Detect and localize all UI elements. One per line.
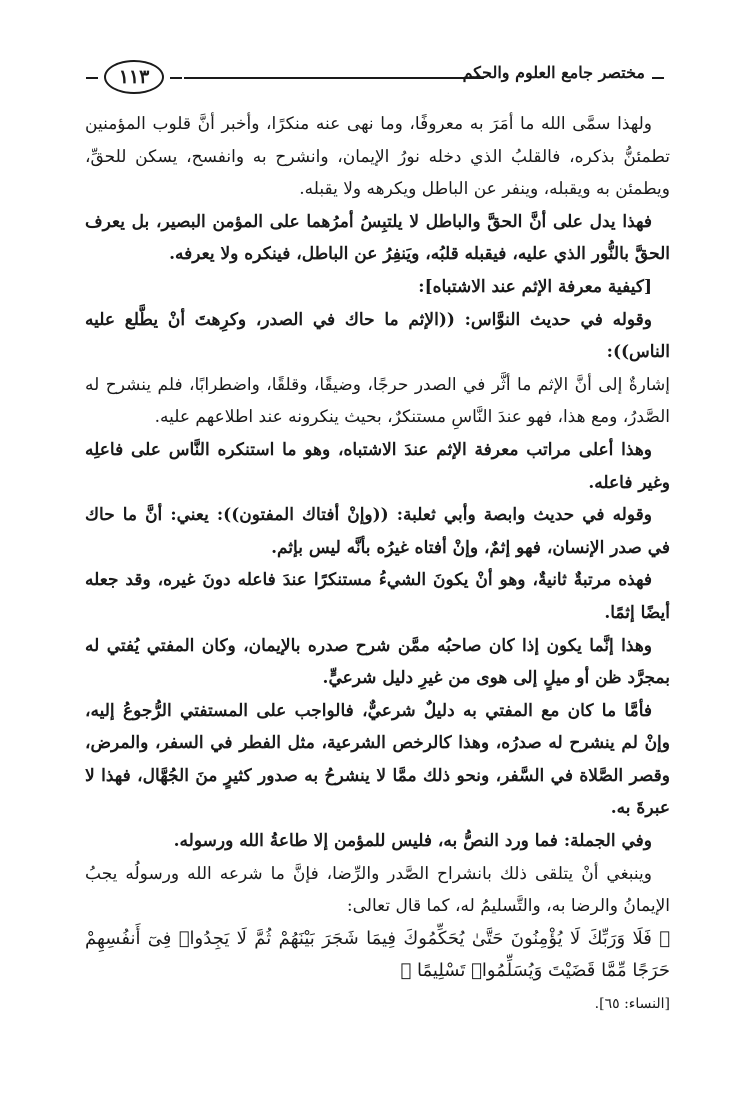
- section-heading: [كيفية معرفة الإثم عند الاشتباه]:: [418, 276, 652, 297]
- running-title: مختصر جامع العلوم والحكم: [462, 63, 645, 82]
- paragraph: وهذا إنَّما يكون إذا كان صاحبُه ممَّن شرح صدره بالإيمان، وكان المفتي يُفتي له بمجرَّد ظن أو ميلٍ إلى هوى من غيرِ دليل شرعيٍّ.: [85, 635, 670, 689]
- page-header: [0, 0, 738, 100]
- page-number-badge: [104, 60, 164, 94]
- page-body: [85, 108, 670, 1068]
- paragraph: فهذه مرتبةٌ ثانيةٌ، وهو أنْ يكونَ الشيءُ مستنكرًا عندَ فاعله دونَ غيره، وقد جعله أيضًا إثمًا.: [85, 570, 670, 623]
- header-dash: [86, 77, 98, 79]
- page-number: ١١٣: [118, 66, 150, 88]
- paragraph: فهذا يدل على أنَّ الحقَّ والباطل لا يلتبِسُ أمرُهما على المؤمن البصير، بل يعرف الحقَّ بالنُّور الذي عليه، فيقبله قلبُه، ويَنفِرُ عن الباطل، فينكره ولا يعرفه.: [85, 211, 670, 265]
- paragraph: فأمَّا ما كان مع المفتي به دليلٌ شرعيٌّ، فالواجب على المستفتي الرُّجوعُ إليه، وإنْ لم ينشرح له صدرُه، وهذا كالرخص الشرعية، مثل الفطر في السفر، والمرض، وقصر الصَّلاة في السَّفر، ونحو ذلك ممَّا لا ينشرحُ به صدور كثيرٍ منَ الجُهَّال، فهذا لا عبرةَ به.: [85, 700, 670, 819]
- header-dash: [652, 77, 664, 79]
- paragraph: وقوله في حديث النوَّاس: ((الإثم ما حاك في الصدر، وكرِهتَ أنْ يطَّلع عليه الناس)):: [85, 309, 670, 363]
- paragraph: وينبغي أنْ يتلقى ذلك بانشراح الصَّدر والرِّضا، فإنَّ ما شرعه الله ورسولُه يجبُ الإيمانُ والرضا به، والتَّسليمُ له، كما قال تعالى:: [85, 863, 670, 917]
- paragraph: وهذا أعلى مراتب معرفة الإثم عندَ الاشتباه، وهو ما استنكره النَّاس على فاعلِه وغير فاعله.: [85, 439, 670, 493]
- paragraph: وفي الجملة: فما ورد النصُّ به، فليس للمؤمن إلا طاعةُ الله ورسوله.: [173, 831, 652, 852]
- paragraph: ولهذا سمَّى الله ما أمَرَ به معروفًا، وما نهى عنه منكرًا، وأخبر أنَّ قلوب المؤمنين تطمئنُّ بذكره، فالقلبُ الذي دخله نورُ الإيمان، وانشرح به وانفسح، يسكن للحقِّ، ويطمئن به ويقبله، وينفر عن الباطل ويكرهه ولا يقبله.: [85, 114, 670, 200]
- paragraph: وقوله في حديث وابصة وأبي ثعلبة: ((وإنْ أفتاك المفتون)): يعني: أنَّ ما حاك في صدر الإنسان، فهو إثمٌ، وإنْ أفتاه غيرُه بأنَّه ليس بإثم.: [85, 505, 670, 558]
- paragraph: إشارةٌ إلى أنَّ الإثم ما أثَّر في الصدر حرجًا، وضيقًا، وقلقًا، واضطرابًا، فلم ينشرح له الصَّدرُ، ومع هذا، فهو عندَ النَّاسِ مستنكرٌ، بحيث ينكرونه عند اطلاعهم عليه.: [85, 374, 670, 428]
- header-rule: [184, 77, 484, 79]
- quran-verse: ﴿ فَلَا وَرَبِّكَ لَا يُؤْمِنُونَ حَتَّىٰ يُحَكِّمُوكَ فِيمَا شَجَرَ بَيْنَهُمْ ثُمَّ لَا يَجِدُوا۟ فِىٓ أَنفُسِهِمْ حَرَجًا مِّمَّا قَضَيْتَ وَيُسَلِّمُوا۟ تَسْلِيمًا ﴾: [85, 927, 670, 982]
- verse-citation: [النساء: ٦٥].: [594, 996, 670, 1013]
- header-dash: [170, 77, 182, 79]
